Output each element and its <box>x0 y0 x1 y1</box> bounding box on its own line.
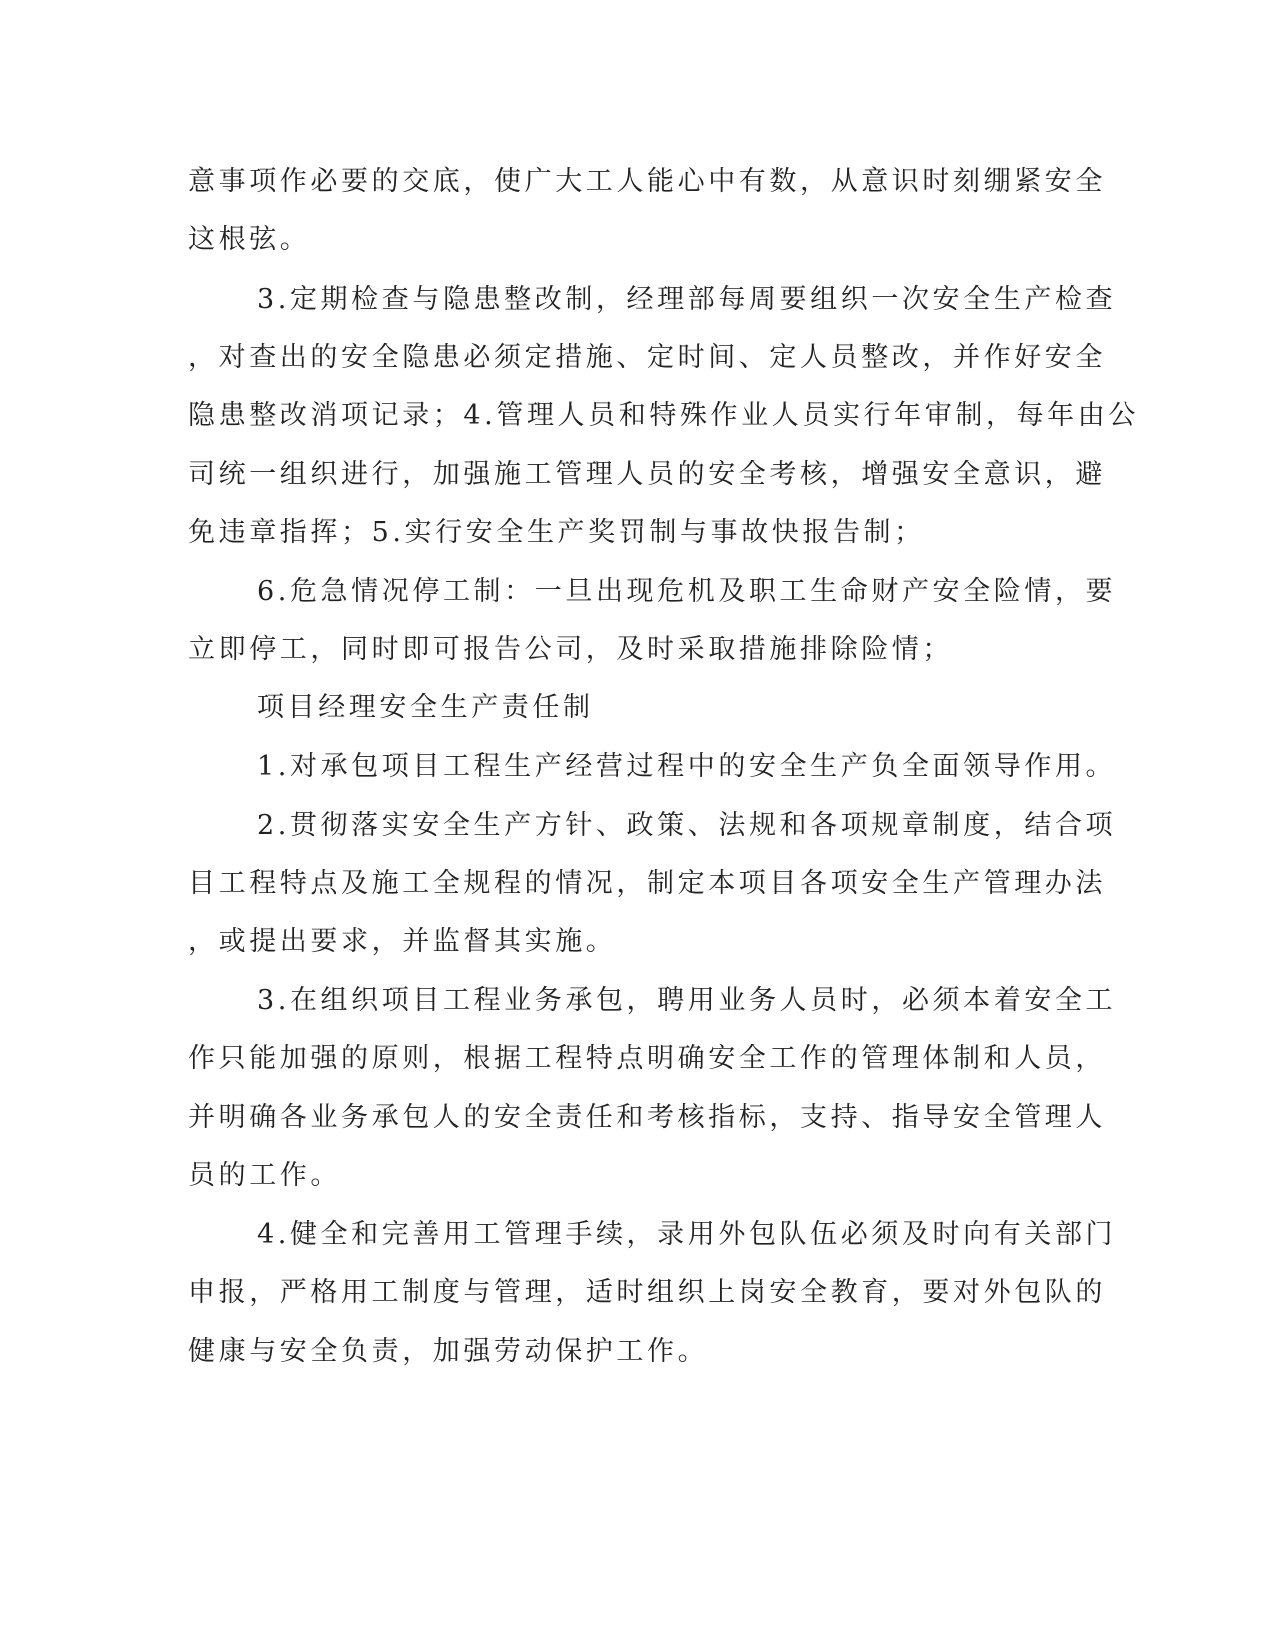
text-line: 申报，严格用工制度与管理，适时组织上岗安全教育，要对外包队的 <box>188 1277 1106 1308</box>
text-line: 立即停工，同时即可报告公司，及时采取措施排除险情； <box>188 634 953 665</box>
text-line: ，对查出的安全隐患必须定措施、定时间、定人员整改，并作好安全 <box>188 342 1106 373</box>
text-line: 意事项作必要的交底，使广大工人能心中有数，从意识时刻绷紧安全 <box>188 166 1106 197</box>
text-line: ，或提出要求，并监督其实施。 <box>188 926 617 957</box>
text-line: 并明确各业务承包人的安全责任和考核指标，支持、指导安全管理人 <box>188 1102 1106 1133</box>
section-heading: 项目经理安全生产责任制 <box>257 692 594 723</box>
text-line: 3.在组织项目工程业务承包，聘用业务人员时，必须本着安全工 <box>257 985 1117 1016</box>
text-line: 隐患整改消项记录；4.管理人员和特殊作业人员实行年审制，每年由公 <box>188 400 1139 431</box>
text-line: 免违章指挥；5.实行安全生产奖罚制与事故快报告制； <box>188 517 925 548</box>
text-line: 司统一组织进行，加强施工管理人员的安全考核，增强安全意识，避 <box>188 459 1106 490</box>
text-line: 4.健全和完善用工管理手续，录用外包队伍必须及时向有关部门 <box>257 1219 1117 1250</box>
text-line: 3.定期检查与隐患整改制，经理部每周要组织一次安全生产检查 <box>257 284 1117 315</box>
text-line: 2.贯彻落实安全生产方针、政策、法规和各项规章制度，结合项 <box>257 810 1117 841</box>
text-line: 这根弦。 <box>188 224 311 255</box>
text-line: 1.对承包项目工程生产经营过程中的安全生产负全面领导作用。 <box>257 751 1117 782</box>
text-line: 员的工作。 <box>188 1160 341 1191</box>
text-line: 6.危急情况停工制：一旦出现危机及职工生命财产安全险情，要 <box>257 576 1117 607</box>
text-line: 健康与安全负责，加强劳动保护工作。 <box>188 1336 709 1367</box>
text-line: 目工程特点及施工全规程的情况，制定本项目各项安全生产管理办法 <box>188 868 1106 899</box>
text-line: 作只能加强的原则，根据工程特点明确安全工作的管理体制和人员， <box>188 1043 1106 1074</box>
